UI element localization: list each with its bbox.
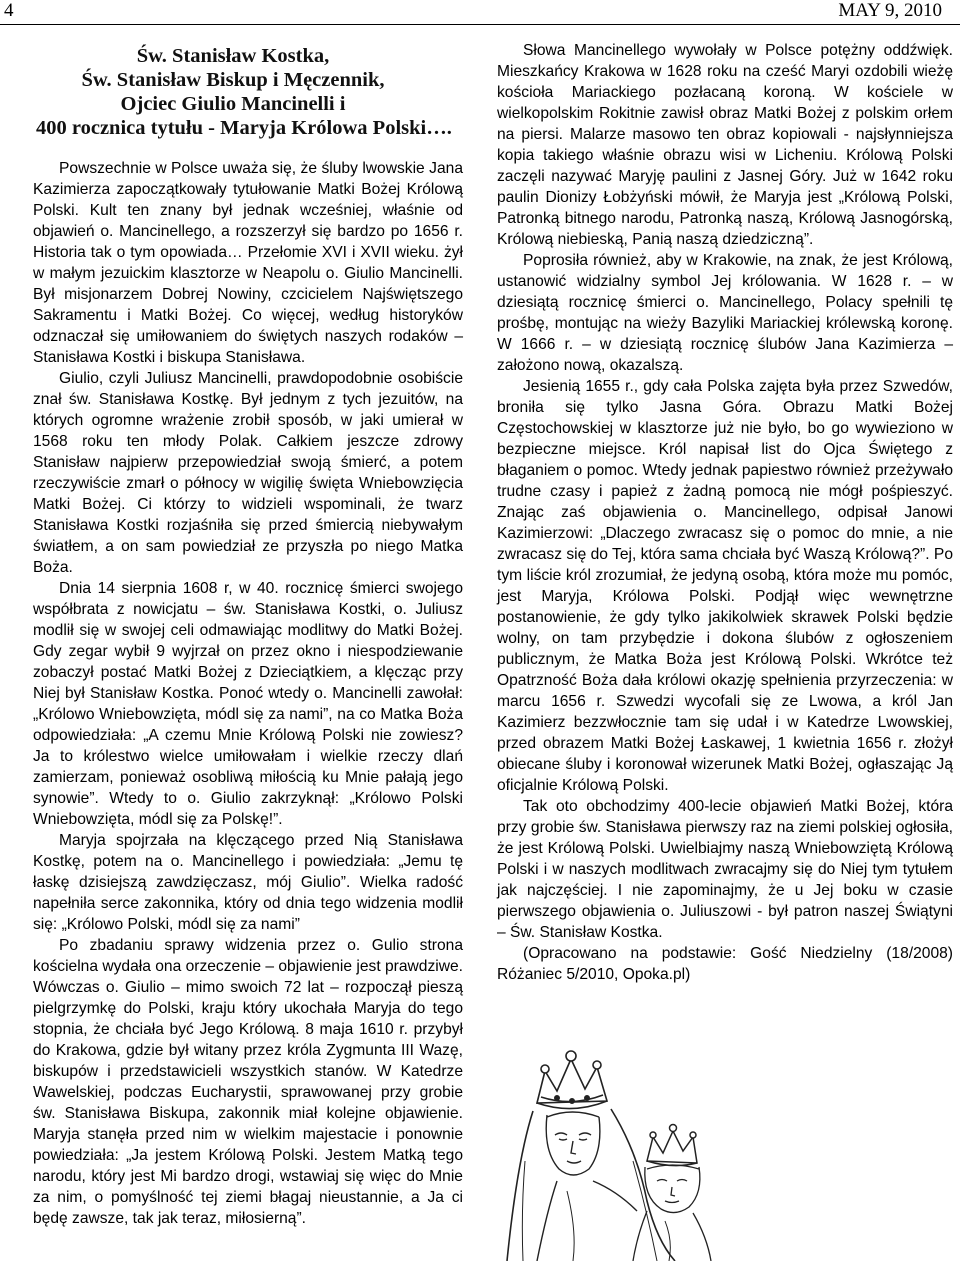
madonna-illustration — [497, 1041, 960, 1261]
right-paragraph: Jesienią 1655 r., gdy cała Polska zajęta była przez Szwedów, broniła się tylko Jasna Góra. Obrazu Matki Bożej Częstochowskiej w klasztorze już nie było, bo go wywieziono w bezpieczne miejsce. Król napisał list do Ojca Świętego z błaganiem o pomoc. Wtedy jednak papiestwo również przeżywało trudne czasy i papież z żadną pomocą nie mógł pośpieszyć. Znając zaś objawienia o. Mancinellego, odpisał Janowi Kazimierzowi: „Dlaczego zwracasz się o pomoc do mnie, a nie zwracasz się do Tej, która sama chciała być Waszą Królową?”. Po tym liście król zrozumiał, że jedyną osobą, która może mu pomóc, jest Maryja, Królowa Polski. Podjął więc wewnętrzne postanowienie, że gdy tylko jakikolwiek skrawek Polski będzie wolny, on tam przybędzie i dokona ślubów z ogłoszeniem publicznym, że Matka Boża jest Królową Polski. Wkrótce też Opatrzność Boża dała królowi okazję spełnienia przyrzeczenia: w marcu 1656 r. Szwedzi wycofali się ze Lwowa, a król Jan Kazimierz bezzwłocznie tam się udał i w Katedrze Lwowskiej, przed obrazem Matki Bożej Łaskawej, 1 kwietnia 1656 r. złożył obiecane śluby i koronował wizerunek Matki Bożej, ogłaszając Ją oficjalnie Królową Polski. — [497, 378, 953, 794]
left-paragraph: Giulio, czyli Juliusz Mancinelli, prawdopodobnie osobiście znał św. Stanisława Kostkę. Był jednym z tych jezuitów, na których ogromne wrażenie zrobił sposób, w jaki umierał w 1568 roku ten młody Polak. Całkiem jeszcze zdrowy Stanisław najpierw przepowiedział swoją śmierć, a potem rzeczywiście zmarł o północy w wigilię święta Wniebowzięcia Matki Bożej. Ci którzy to widzieli wspominali, że twarz Stanisława Kostki rozjaśniła się przed śmiercią niebywałym światłem, a on sam powiedział ze przyszła po niego Matka Boża. — [33, 370, 463, 576]
veil-shape — [507, 1109, 675, 1261]
left-paragraph: Po zbadaniu sprawy widzenia przez o. Gulio strona kościelna wydała ona orzeczenie – objawienie jest prawdziwe. Wówczas o. Giulio – mimo swoich 72 lat – rozpoczął pieszą pielgrzymkę do Polski, kraju który ukochała Maryja do tego stopnia, że chciała być Jego Królową. 8 maja 1610 r. przybył do Krakowa, gdzie był witany przez króla Zygmunta III Wazę, biskupów i przedstawicieli wszystkich stanów. W Katedrze Wawelskiej, podczas Eucharystii, sprawowanej przy grobie św. Stanisława Biskupa, zakonnik miał kolejne objawienie. Maryja stanęła przed nim w wielkim majestacie i ponownie powiedziała: „Ja jestem Królową Polski. Jestem Matką tego narodu, który jest Mi bardzo drogi, wstawiaj się więc do Mnie za nim, o pomyślność tej ziemi błagaj nieustannie, a Ja ci będę zawsze, tak jak teraz, miłosierną”. — [33, 937, 463, 1227]
left-column — [33, 44, 463, 1229]
title-line: Św. Stanisław Biskup i Męczennik, — [81, 69, 385, 91]
right-paragraph: Słowa Mancinellego wywołały w Polsce potężny oddźwięk. Mieszkańcy Krakowa w 1628 roku na cześć Maryi ozdobili wieżę kościoła Mariackiego pozłacaną koroną. W kościele w wielkopolskim Rokitnie zawisł obraz Matki Bożej z polskim orłem na piersi. Malarze masowo ten obraz kopiowali - najsłynniejsza kopia takiego właśnie obrazu wisi w Licheniu. Królową Polski zaczęli nazywać Maryję paulini z Jasnej Góry. Już w 1642 roku paulin Dionizy Łobżyński mówił, że Maryja jest „Królową Polski, Patronką bitnego narodu, Patronką naszą, Królową Jasnogórską, Królową niebieską, Panią naszą dziedziczną”. — [497, 42, 953, 248]
child-crown-icon — [647, 1125, 697, 1166]
page-number: 4 — [4, 0, 14, 21]
title-spacer — [33, 140, 463, 158]
title-line: 400 rocznica tytułu - Maryja Królowa Polski…. — [36, 117, 452, 139]
title-line: Ojciec Giulio Mancinelli i — [120, 93, 346, 115]
right-paragraph: Tak oto obchodzimy 400-lecie objawień Matki Bożej, która przy grobie św. Stanisława pierwszy raz na ziemi polskiej ogłosiła, że jest Królową Polski. Uwielbiajmy naszą Wniebowziętą Królową Polski i w naszych modlitwach zwracajmy się do Niej tym tytułem jak najczęściej. I nie zapominajmy, że u Jej boku w czasie pierwszego objawienia o. Juliuszowi - był patron naszej Świątyni – Św. Stanisław Kostka. — [497, 798, 953, 941]
madonna-crown-icon — [537, 1051, 607, 1109]
child-body — [633, 1211, 711, 1261]
right-paragraph: Poprosiła również, aby w Krakowie, na znak, że jest Królową, ustanowić widzialny symbol Jej królowania. W 1628 r. – w dziesiątą rocznicę śmierci o. Mancinellego, Polacy spełnili tę prośbę, montując na wieży Bazyliki Mariackiej królewską koronę. W 1666 r. – w dziesiątą rocznicę ślubów Jana Kazimierza – założono nową, okazalszą. — [497, 252, 953, 374]
left-paragraph: Maryja spojrzała na klęczącego przed Nią Stanisława Kostkę, potem na o. Mancinellego i powiedziała: „Jemu tę łaskę dzisiejszą zawdzięczasz, mój Giulio”. Wielka radość napełniła serce zakonnika, który od dnia tego widzenia modlił się: „Królowo Polski, módl się za nami” — [33, 832, 463, 933]
header-rule — [0, 24, 960, 25]
issue-date: MAY 9, 2010 — [838, 0, 942, 21]
left-paragraph: Dnia 14 sierpnia 1608 r, w 40. rocznicę śmierci swojego współbrata z nowicjatu – św. Stanisława Kostki, o. Juliusz modlił się w swojej celi odmawiając modlitwy do Matki Bożej. Gdy zegar wybił 9 wyjrzał on przez okno i niespodziewanie zobaczył postać Matki Bożej z Dzieciątkiem, a klęcząc przy Niej był Stanisław Kostka. Ponoć wtedy o. Mancinelli zawołał: „Królowo Wniebowzięta, módl się za nami”, na co Matka Boża odpowiedziała: „A czemu Mnie Królową Polski nie zowiesz? Ja to królestwo wielce umiłowałam i wielkie rzeczy dlań zamierzam, ponieważ osobliwą miłością ku Mnie pałają jego synowie”. Wtedy to o. Giulio zakrzyknął: „Królowo Polski Wniebowzięta, módl się za Polskę!”. — [33, 580, 463, 828]
left-paragraph: Powszechnie w Polsce uważa się, że śluby lwowskie Jana Kazimierza zapoczątkowały tytułowanie Matki Bożej Królową Polski. Kult ten znany był jednak wcześniej, właśnie od objawień o. Mancinellego, a rozszerzył się bardzo po 1656 r. Historia tak o tym opowiada… Przełomie XVI i XVII wieku. żył w małym jezuickim klasztorze w Neapolu o. Giulio Mancinelli. Był misjonarzem Dobrej Nowiny, czcicielem Najświętszego Sakramentu i Matki Bożej. Co więcej, według historyków odznaczał się umiłowaniem do świętych naszych rodaków – Stanisława Kostki i biskupa Stanisława. — [33, 160, 463, 366]
madonna-robe — [537, 1181, 637, 1261]
title-line: Św. Stanisław Kostka, — [136, 45, 330, 67]
source-note: (Opracowano na podstawie: Gość Niedzielny (18/2008) Różaniec 5/2010, Opoka.pl) — [497, 945, 953, 983]
article-title — [33, 44, 452, 140]
page-header — [0, 0, 960, 24]
child-face — [645, 1165, 700, 1213]
madonna-face — [546, 1112, 600, 1175]
right-column — [497, 40, 953, 985]
crowned-madonna-icon — [497, 1041, 960, 1261]
